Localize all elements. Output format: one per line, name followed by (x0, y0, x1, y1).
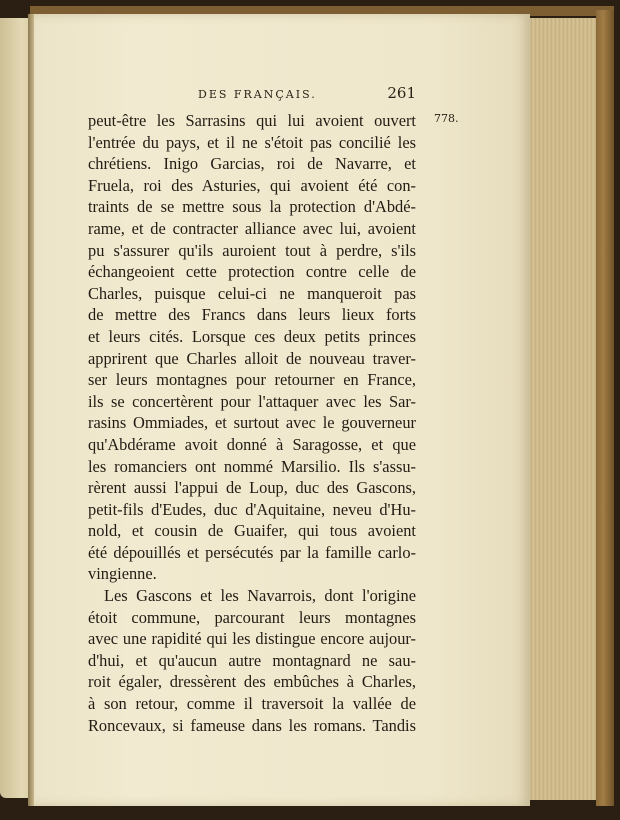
text-line: étoit commune, parcourant leurs montagnes (88, 607, 416, 627)
text-line: Charles, puisque celui-ci ne manqueroit pas (88, 283, 416, 303)
running-head: DES FRANÇAIS. (198, 88, 317, 101)
body-text (88, 110, 416, 736)
text-line: rasins Ommiades, et surtout avec le gouverneur (88, 413, 416, 433)
page-header (88, 84, 416, 106)
text-line: échangeoient cette protection contre celle de (88, 262, 416, 282)
paragraph (88, 585, 416, 736)
text-line: d'hui, et qu'aucun autre montagnard ne sau- (88, 650, 416, 670)
text-line: les romanciers ont nommé Marsilio. Ils s'assu- (88, 456, 416, 476)
text-line: l'entrée du pays, et il ne s'étoit pas concilié les (88, 132, 416, 152)
text-line: vingienne. (88, 564, 157, 584)
text-line: peut-être les Sarrasins qui lui avoient ouvert (88, 111, 416, 130)
text-line: rame, et de contracter alliance avec lui, avoient (88, 218, 416, 238)
text-line: à son retour, comme il traversoit la vallée de (88, 694, 416, 714)
text-line: ser leurs montagnes pour retourner en France, (88, 370, 416, 390)
text-line: chrétiens. Inigo Garcias, roi de Navarre, et (88, 154, 416, 174)
text-line: été dépouillés et persécutés par la famille carlo- (88, 542, 416, 562)
text-line: nold, et cousin de Guaifer, qui tous avoient (88, 521, 416, 541)
page-number: 261 (387, 84, 416, 102)
paragraph (88, 110, 416, 585)
text-line: Les Gascons et les Navarrois, dont l'origine (104, 586, 416, 606)
text-line: qu'Abdérame avoit donné à Saragosse, et que (88, 434, 416, 454)
text-line: pu s'assurer qu'ils auroient tout à perdre, s'ils (88, 240, 416, 260)
text-line: avec une rapidité qui les distingue encore aujour- (88, 629, 416, 649)
text-line: rèrent aussi l'appui de Loup, duc des Gascons, (88, 478, 416, 498)
text-line: et leurs cités. Lorsque ces deux petits princes (88, 326, 416, 346)
text-line: roit égaler, dressèrent des embûches à Charles, (88, 672, 416, 692)
text-line: traints de se mettre sous la protection d'Abdé- (88, 197, 416, 217)
margin-year-note: 778. (434, 112, 459, 125)
book-cover-edge (596, 10, 614, 806)
text-line: Roncevaux, si fameuse dans les romans. Tandis (88, 715, 416, 735)
text-line: Fruela, roi des Asturies, qui avoient été con- (88, 175, 416, 195)
text-line: de mettre des Francs dans leurs lieux forts (88, 305, 416, 325)
text-line: apprirent que Charles alloit de nouveau traver- (88, 348, 416, 368)
text-line: petit-fils d'Eudes, duc d'Aquitaine, neveu d'Hu- (88, 499, 416, 519)
page-stack-fore-edge (524, 18, 601, 800)
text-line: ils se concertèrent pour l'attaquer avec les Sar- (88, 391, 416, 411)
